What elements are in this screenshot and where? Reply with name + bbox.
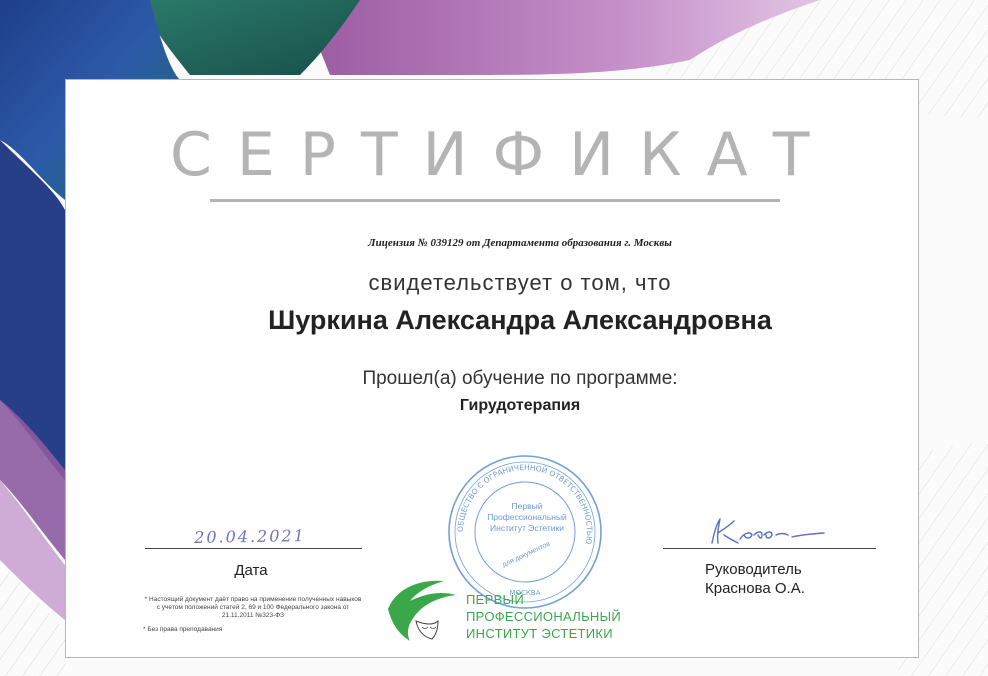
- signer-name: Краснова О.А.: [705, 580, 805, 597]
- passed-program-text: Прошел(а) обучение по программе:: [362, 368, 678, 389]
- stamp-line-2: Профессиональный: [487, 512, 567, 522]
- stamp-ring-text: ОБЩЕСТВО С ОГРАНИЧЕННОЙ ОТВЕТСТВЕННОСТЬЮ: [455, 462, 595, 545]
- stamp-line-3: Институт Эстетики: [490, 523, 564, 533]
- title-wrapper: [145, 120, 835, 190]
- stamp-line-4: для документов: [501, 540, 552, 569]
- recipient-name: Шуркина Александра Александровна: [268, 305, 772, 335]
- certifies-text: свидетельствует о том, что: [368, 270, 672, 295]
- logo-line-1: ПЕРВЫЙ: [466, 592, 525, 607]
- stamp-line-1: Первый: [511, 501, 543, 511]
- date-label: Дата: [234, 562, 268, 579]
- signer-block: [705, 560, 805, 598]
- legal-note-rights: * Настоящий документ даёт право на применение полученных навыков с учетом положений статей 2, 69 и 100 Федерального закона от 21.11.2011 №323-ФЗ: [144, 596, 362, 619]
- handwritten-date: 20.04.2021: [194, 526, 306, 547]
- date-line: [145, 548, 362, 549]
- license-text: Лицензия № 039129 от Департамента образования г. Москвы: [368, 237, 672, 249]
- legal-notes: [143, 596, 363, 634]
- logo-line-3: ИНСТИТУТ ЭСТЕТИКИ: [466, 626, 613, 641]
- title-underline: [210, 199, 780, 202]
- program-name: Гирудотерапия: [459, 397, 581, 414]
- signature-line: [663, 548, 876, 549]
- legal-note-no-teaching: * Без права преподавания: [143, 626, 223, 633]
- stamp-city: МОСКВА: [509, 589, 541, 597]
- institute-logo-text: [466, 591, 621, 642]
- certificate-title: СЕРТИФИКАТ: [170, 120, 835, 190]
- logo-line-2: ПРОФЕССИОНАЛЬНЫЙ: [466, 609, 622, 624]
- signer-role: Руководитель: [705, 561, 802, 578]
- official-stamp: [446, 453, 604, 611]
- institute-logo-icon: [382, 575, 462, 647]
